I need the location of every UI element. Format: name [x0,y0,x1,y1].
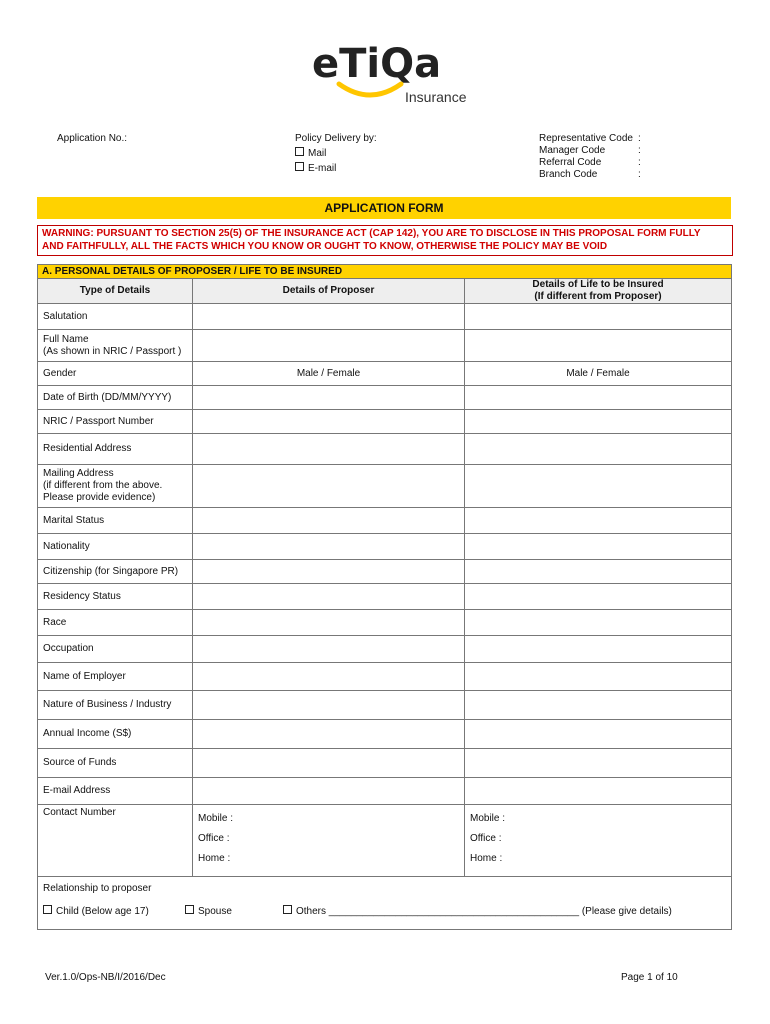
proposer-dob-field[interactable] [193,386,465,410]
manager-code-label: Manager Code [539,145,606,156]
mobile-label: Mobile : [470,813,506,824]
proposer-citizenship-field[interactable] [193,560,465,584]
proposer-occupation-field[interactable] [193,636,465,663]
etiqa-logo: eTiQa [312,41,442,87]
proposer-race-field[interactable] [193,610,465,636]
proposer-funds-field[interactable] [193,749,465,778]
row-label: E-mail Address [38,778,193,805]
proposer-gender-field[interactable]: Male / Female [193,362,465,386]
codes-block [539,133,633,181]
insured-contact-field[interactable] [465,805,732,877]
checkbox-icon [283,905,292,914]
logo-smile-icon [335,80,405,102]
delivery-option-mail[interactable]: Mail [295,147,377,160]
insured-email-field[interactable] [465,778,732,805]
row-label: Annual Income (S$) [38,720,193,749]
row-label: Mailing Address (if different from the above. Please provide evidence) [38,465,193,508]
insured-dob-field[interactable] [465,386,732,410]
insured-income-field[interactable] [465,720,732,749]
page-number: Page 1 of 10 [621,972,678,983]
office-label: Office : [198,833,230,844]
application-no-label: Application No.: [57,133,128,144]
insured-mailing-field[interactable] [465,465,732,508]
proposer-nric-field[interactable] [193,410,465,434]
checkbox-icon [43,905,52,914]
representative-code-label: Representative Code [539,133,633,144]
row-label: Source of Funds [38,749,193,778]
row-label: Marital Status [38,508,193,534]
home-label: Home : [198,853,231,864]
checkbox-icon [185,905,194,914]
relationship-row [38,877,732,930]
insured-salutation-field[interactable] [465,304,732,330]
row-label: NRIC / Passport Number [38,410,193,434]
checkbox-icon [295,162,304,171]
insured-gender-field[interactable]: Male / Female [465,362,732,386]
insured-residency-field[interactable] [465,584,732,610]
insured-occupation-field[interactable] [465,636,732,663]
row-label: Occupation [38,636,193,663]
proposer-marital-field[interactable] [193,508,465,534]
mobile-label: Mobile : [198,813,234,824]
proposer-income-field[interactable] [193,720,465,749]
insured-marital-field[interactable] [465,508,732,534]
proposer-salutation-field[interactable] [193,304,465,330]
personal-details-table [37,264,732,930]
office-label: Office : [470,833,502,844]
row-label: Nationality [38,534,193,560]
row-label: Date of Birth (DD/MM/YYYY) [38,386,193,410]
warning-line-1: WARNING: PURSUANT TO SECTION 25(5) OF THE INSURANCE ACT (CAP 142), YOU ARE TO DISCLOSE IN THIS PROPOSAL FORM FULLY [42,228,701,239]
page-title: APPLICATION FORM [37,197,731,219]
proposer-business-field[interactable] [193,691,465,720]
referral-code-label: Referral Code [539,157,602,168]
branch-code-label: Branch Code [539,169,598,180]
codes-colons: : : : : [638,133,641,180]
col-type-header: Type of Details [38,279,193,304]
relationship-label: Relationship to proposer [43,883,152,894]
checkbox-icon [295,147,304,156]
relationship-child-option[interactable]: Child (Below age 17) [43,905,149,918]
row-label: Salutation [38,304,193,330]
proposer-nationality-field[interactable] [193,534,465,560]
row-label: Full Name (As shown in NRIC / Passport ) [38,330,193,362]
proposer-email-field[interactable] [193,778,465,805]
insured-race-field[interactable] [465,610,732,636]
insured-nationality-field[interactable] [465,534,732,560]
row-label: Name of Employer [38,663,193,691]
policy-delivery-block [295,133,377,175]
insured-employer-field[interactable] [465,663,732,691]
insured-business-field[interactable] [465,691,732,720]
col-insured-header: Details of Life to be Insured (If different from Proposer) [465,279,732,304]
version-footer: Ver.1.0/Ops-NB/I/2016/Dec [45,972,166,983]
row-label: Race [38,610,193,636]
row-label: Residency Status [38,584,193,610]
proposer-full-name-field[interactable] [193,330,465,362]
delivery-option-email[interactable]: E-mail [295,162,377,175]
proposer-contact-field[interactable] [193,805,465,877]
insured-citizenship-field[interactable] [465,560,732,584]
logo-subtitle: Insurance [405,89,467,105]
row-label: Citizenship (for Singapore PR) [38,560,193,584]
warning-line-2: AND FAITHFULLY, ALL THE FACTS WHICH YOU KNOW OR OUGHT TO KNOW, OTHERWISE THE POLICY MAY BE VOID [42,241,608,252]
row-label: Gender [38,362,193,386]
proposer-residency-field[interactable] [193,584,465,610]
proposer-residential-field[interactable] [193,434,465,465]
row-label: Nature of Business / Industry [38,691,193,720]
relationship-spouse-option[interactable]: Spouse [185,905,232,918]
insured-funds-field[interactable] [465,749,732,778]
row-label: Contact Number [38,805,193,877]
insured-full-name-field[interactable] [465,330,732,362]
col-proposer-header: Details of Proposer [193,279,465,304]
row-label: Residential Address [38,434,193,465]
home-label: Home : [470,853,503,864]
insured-nric-field[interactable] [465,410,732,434]
proposer-employer-field[interactable] [193,663,465,691]
warning-box [37,225,733,256]
policy-delivery-label: Policy Delivery by: [295,133,377,144]
section-a-title: A. PERSONAL DETAILS OF PROPOSER / LIFE TO BE INSURED [38,265,732,279]
proposer-mailing-field[interactable] [193,465,465,508]
relationship-others-option[interactable]: Others _____________________________________________ (Please give details) [283,905,672,918]
insured-residential-field[interactable] [465,434,732,465]
